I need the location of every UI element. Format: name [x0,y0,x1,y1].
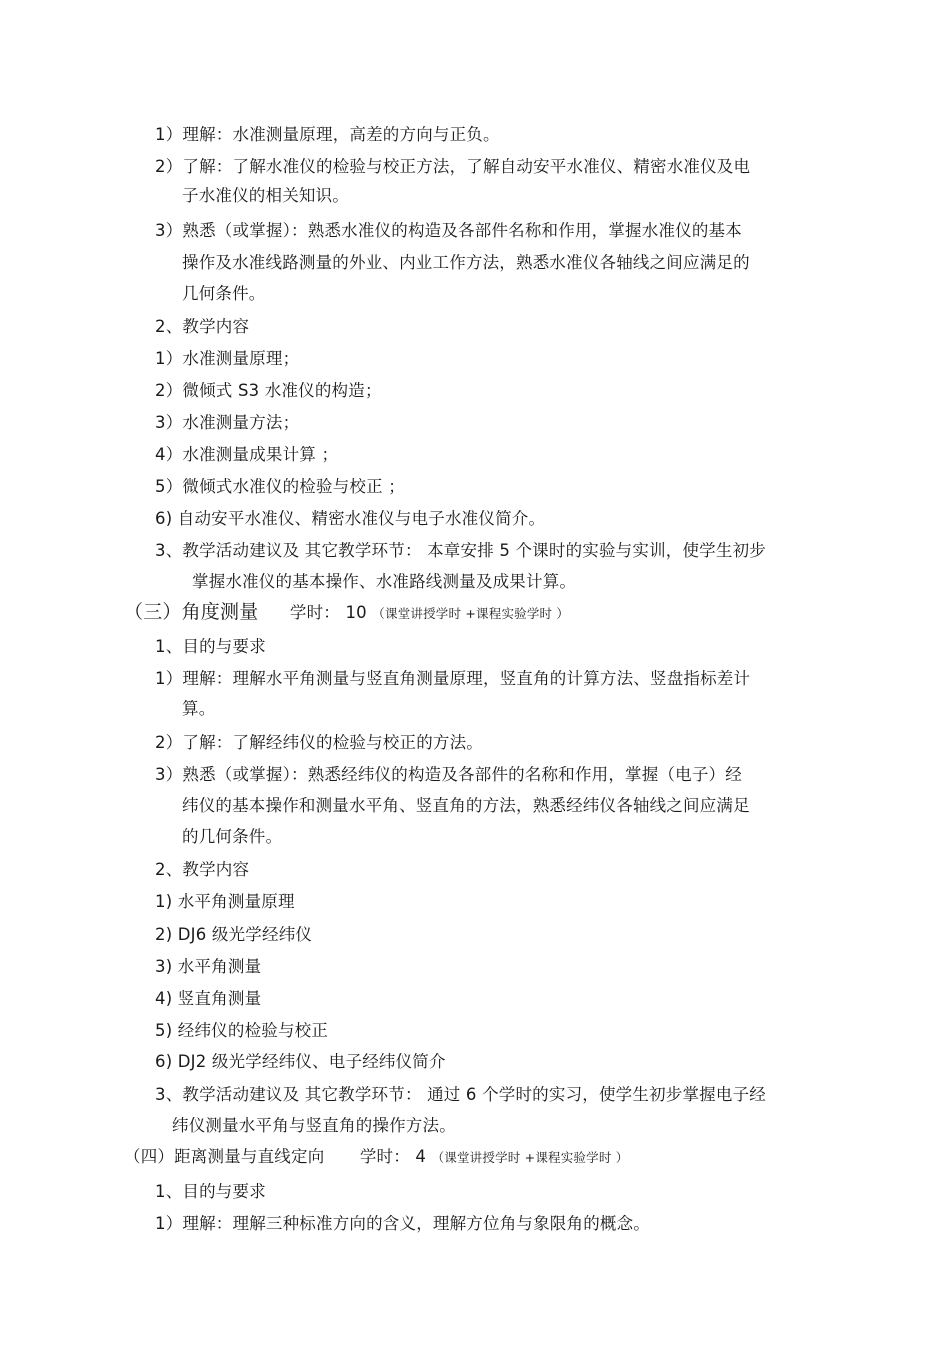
hours-label: 学时： [289,603,340,622]
list-item: 3) 水平角测量 [155,957,262,976]
hours-note: （课堂讲授学时 +课程实验学时 ） [372,606,570,621]
text-line: 1）理解：水准测量原理，高差的方向与正负。 [155,125,500,144]
section-heading-4 [124,1146,628,1169]
text-line: 操作及水准线路测量的外业、内业工作方法，熟悉水准仪各轴线之间应满足的 [182,253,750,272]
list-item: 6) 自动安平水准仪、精密水准仪与电子水准仪简介。 [155,509,546,528]
text-line: 的几何条件。 [182,827,283,846]
text-line: 3）熟悉（或掌握）：熟悉水准仪的构造及各部件名称和作用，掌握水准仪的基本 [155,221,742,240]
hours-label: 学时： [359,1147,410,1166]
text-line: 纬仪测量水平角与竖直角的操作方法。 [172,1116,456,1135]
subheading: 1、目的与要求 [155,637,266,656]
section-number: （三） [124,601,182,623]
text-line: 1）理解：理解水平角测量与竖直角测量原理，竖直角的计算方法、竖盘指标差计 [155,669,751,688]
text-line: 2）了解：了解经纬仪的检验与校正的方法。 [155,733,483,752]
list-item: 5) 经纬仪的检验与校正 [155,1021,329,1040]
text-line: 纬仪的基本操作和测量水平角、竖直角的方法，熟悉经纬仪各轴线之间应满足 [182,796,750,815]
list-item: 6) DJ2 级光学经纬仪、电子经纬仪简介 [155,1052,446,1071]
list-item: 5）微倾式水准仪的检验与校正 ； [155,477,405,496]
text-line: 几何条件。 [182,284,266,303]
text-line: 3、教学活动建议及 其它教学环节： 本章安排 5 个课时的实验与实训，使学生初步 [155,541,766,560]
subheading: 2、教学内容 [155,317,250,336]
list-item: 1）水准测量原理； [155,349,300,368]
text-line: 算。 [182,699,216,718]
list-item: 2) DJ6 级光学经纬仪 [155,925,313,944]
text-line: 1）理解：理解三种标准方向的含义，理解方位角与象限角的概念。 [155,1214,650,1233]
list-item: 4) 竖直角测量 [155,989,262,1008]
section-title: 角度测量 [181,601,259,623]
hours-value: 10 [345,603,367,622]
list-item: 2）微倾式 S3 水准仪的构造； [155,381,382,400]
section-title: （四）距离测量与直线定向 [124,1147,325,1166]
text-line: 掌握水准仪的基本操作、水准路线测量及成果计算。 [192,572,577,591]
subheading: 1、目的与要求 [155,1182,266,1201]
subheading: 2、教学内容 [155,860,250,879]
section-heading-3 [124,601,569,625]
text-line: 3）熟悉（或掌握）：熟悉经纬仪的构造及各部件的名称和作用，掌握（电子）经 [155,765,742,784]
list-item: 1) 水平角测量原理 [155,892,295,911]
hours-value: 4 [415,1147,427,1166]
text-line: 子水准仪的相关知识。 [182,186,349,205]
text-line: 2）了解：了解水准仪的检验与校正方法，了解自动安平水准仪、精密水准仪及电 [155,157,751,176]
list-item: 4）水准测量成果计算 ； [155,445,339,464]
text-line: 3、教学活动建议及 其它教学环节： 通过 6 个学时的实习，使学生初步掌握电子经 [155,1085,766,1104]
hours-note: （课堂讲授学时 +课程实验学时 ） [431,1150,629,1165]
list-item: 3）水准测量方法； [155,413,300,432]
